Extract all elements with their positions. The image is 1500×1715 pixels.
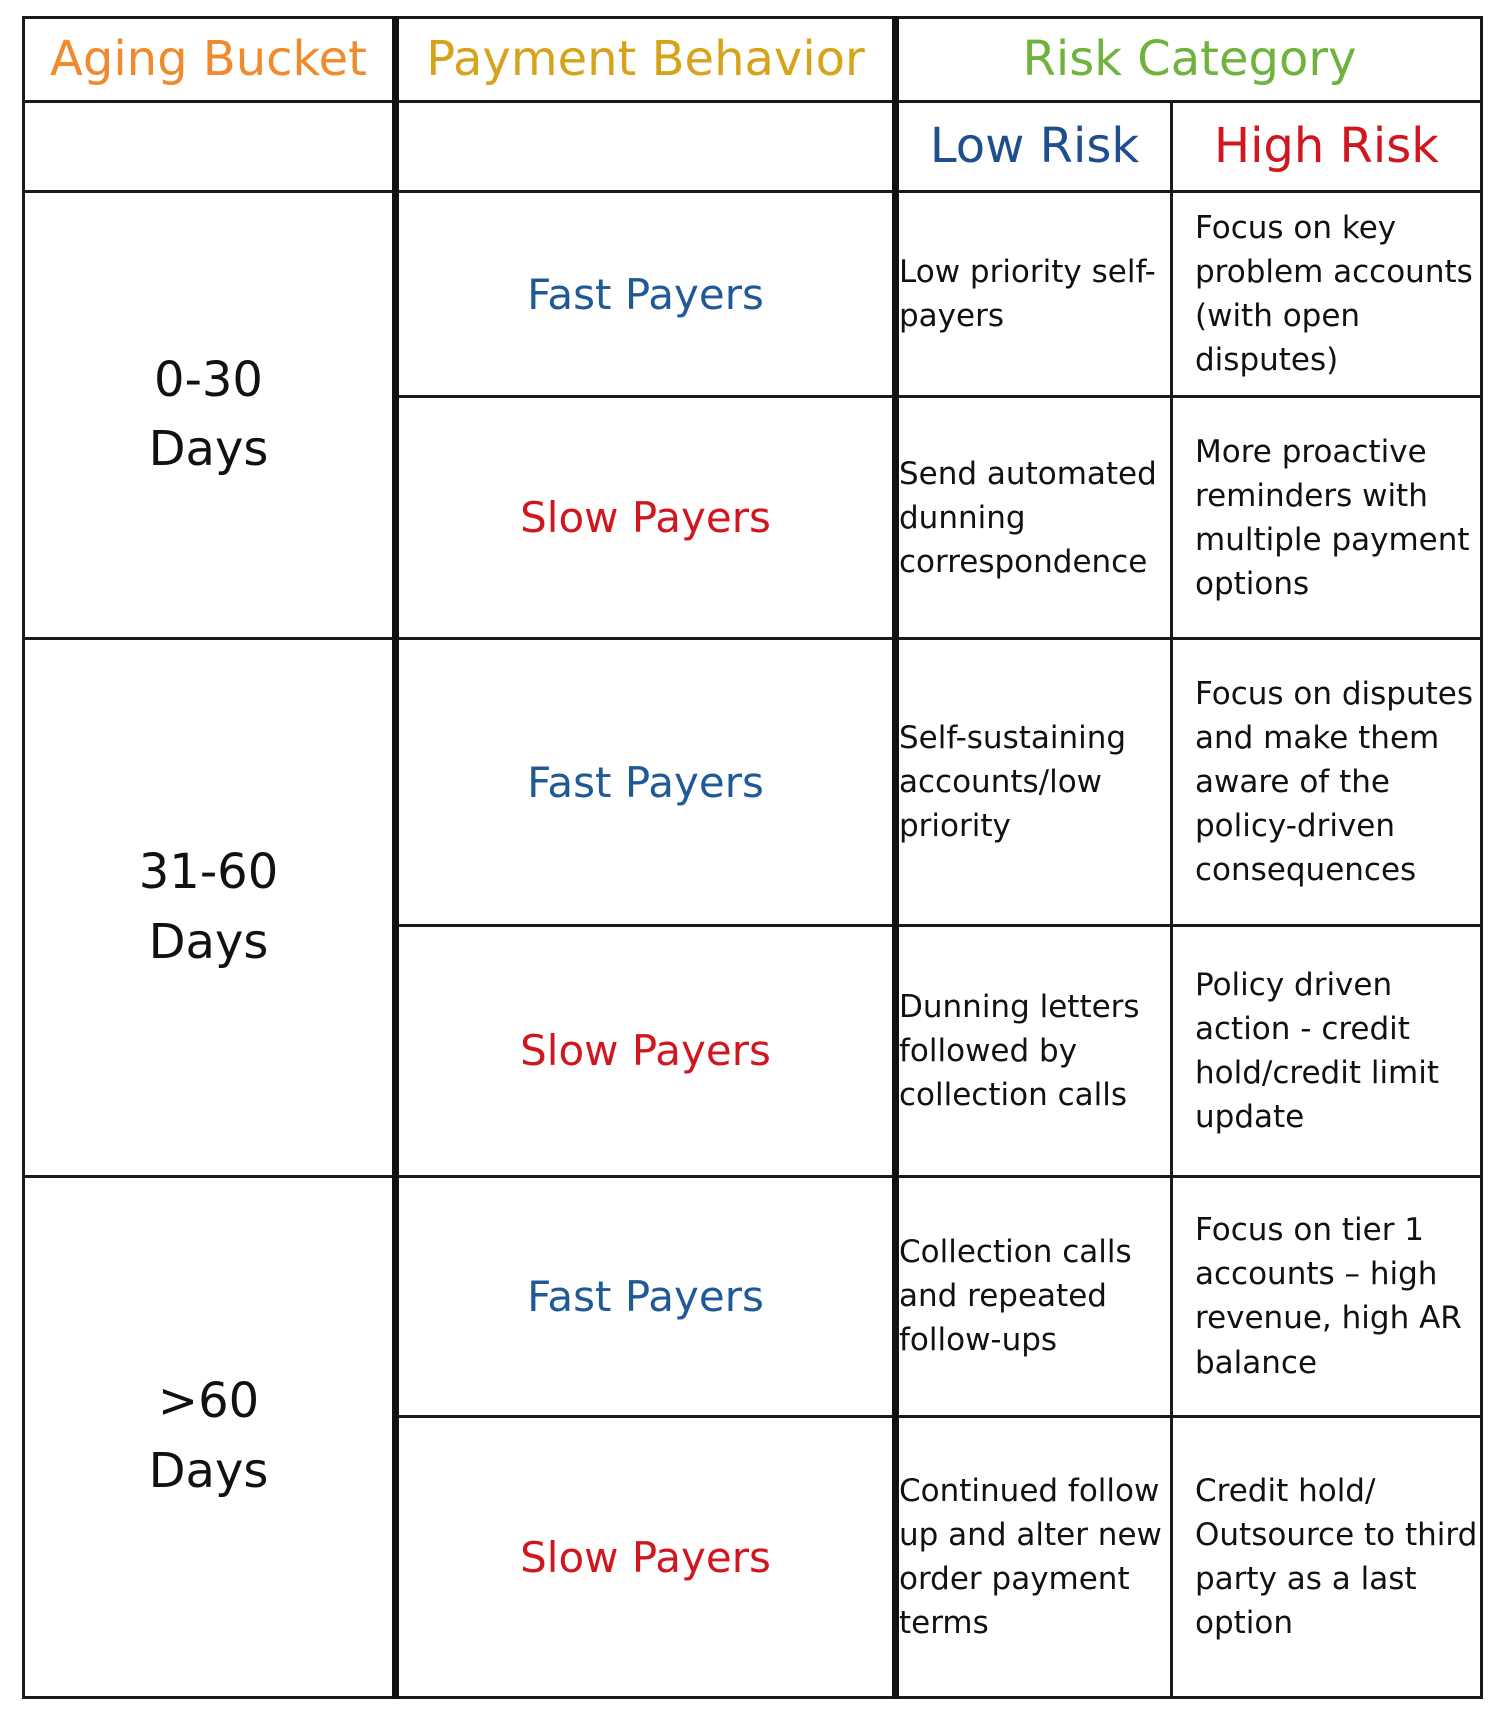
aging-bucket-cell: >60 Days	[24, 1176, 396, 1697]
risk-category-header: Risk Category	[896, 18, 1482, 102]
aging-risk-matrix	[22, 16, 1483, 1699]
payment-behavior-cell: Fast Payers	[396, 1176, 896, 1417]
header-row	[24, 18, 1482, 102]
payment-behavior-cell: Fast Payers	[396, 192, 896, 396]
aging-bucket-header: Aging Bucket	[24, 18, 396, 102]
empty-cell	[24, 102, 396, 192]
payment-behavior-cell: Slow Payers	[396, 1417, 896, 1698]
low-risk-action-cell: Continued follow up and alter new order payment terms	[896, 1417, 1172, 1698]
high-risk-action-cell: Policy driven action - credit hold/credit limit update	[1172, 926, 1482, 1177]
payment-behavior-header: Payment Behavior	[396, 18, 896, 102]
high-risk-action-cell: More proactive reminders with multiple payment options	[1172, 396, 1482, 639]
table-row	[24, 192, 1482, 396]
payment-behavior-cell: Fast Payers	[396, 639, 896, 926]
payment-behavior-cell: Slow Payers	[396, 396, 896, 639]
table-row	[24, 1176, 1482, 1417]
high-risk-action-cell: Focus on tier 1 accounts – high revenue, high AR balance	[1172, 1176, 1482, 1417]
subheader-row	[24, 102, 1482, 192]
table-row	[24, 639, 1482, 926]
empty-cell	[396, 102, 896, 192]
aging-bucket-cell: 31-60 Days	[24, 639, 396, 1176]
high-risk-action-cell: Focus on key problem accounts (with open disputes)	[1172, 192, 1482, 396]
low-risk-action-cell: Self-sustaining accounts/low priority	[896, 639, 1172, 926]
payment-behavior-cell: Slow Payers	[396, 926, 896, 1177]
high-risk-action-cell: Focus on disputes and make them aware of the policy-driven consequences	[1172, 639, 1482, 926]
low-risk-action-cell: Low priority self-payers	[896, 192, 1172, 396]
low-risk-header: Low Risk	[896, 102, 1172, 192]
high-risk-header: High Risk	[1172, 102, 1482, 192]
high-risk-action-cell: Credit hold/ Outsource to third party as a last option	[1172, 1417, 1482, 1698]
aging-bucket-cell: 0-30 Days	[24, 192, 396, 639]
low-risk-action-cell: Send automated dunning correspondence	[896, 396, 1172, 639]
low-risk-action-cell: Dunning letters followed by collection calls	[896, 926, 1172, 1177]
low-risk-action-cell: Collection calls and repeated follow-ups	[896, 1176, 1172, 1417]
